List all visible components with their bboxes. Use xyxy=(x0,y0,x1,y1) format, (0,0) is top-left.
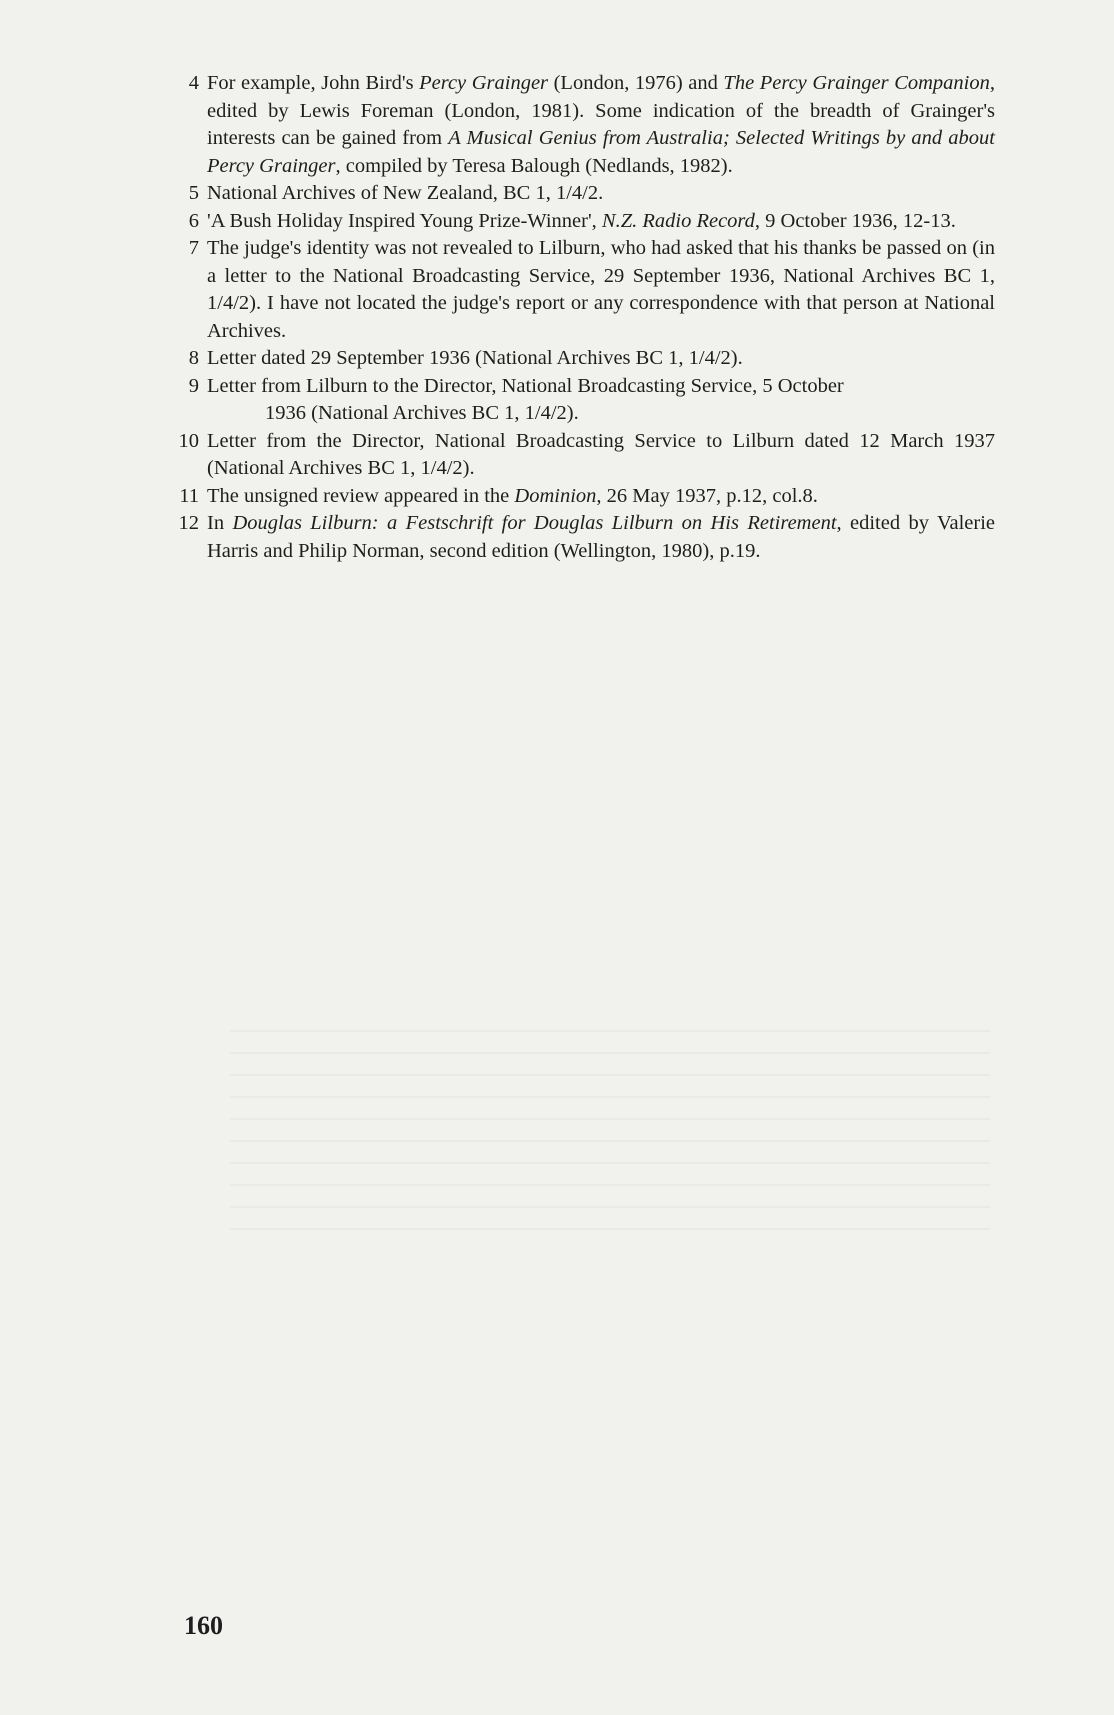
endnote-number: 5 xyxy=(188,182,199,204)
endnote-text: Letter dated 29 September 1936 (National Archives BC 1, 1/4/2). xyxy=(207,347,743,369)
endnote-12 xyxy=(175,510,995,565)
endnote-number: 4 xyxy=(188,72,199,94)
endnote-11 xyxy=(175,483,995,511)
page-number: 160 xyxy=(184,1611,223,1640)
endnote-6 xyxy=(175,208,995,236)
endnote-text: The judge's identity was not revealed to Lilburn, who had asked that his thanks be passed on (in a letter to the National Broadcasting Service, 29 September 1936, National Archives BC 1, 1/4/2). I have not located the judge's report or any correspondence with that person at National Archives. xyxy=(207,237,995,342)
endnote-5 xyxy=(175,180,995,208)
endnote-number: 7 xyxy=(188,237,199,259)
endnote-number: 10 xyxy=(178,429,199,452)
endnote-number: 6 xyxy=(188,209,199,232)
endnote-number: 12 xyxy=(178,512,199,534)
endnote-text: National Archives of New Zealand, BC 1, 1/4/2. xyxy=(207,182,604,204)
endnote-8 xyxy=(175,345,995,373)
endnote-7 xyxy=(175,235,995,345)
endnote-10 xyxy=(175,428,995,483)
endnote-text: 'A Bush Holiday Inspired Young Prize-Winner', N.Z. Radio Record, 9 October 1936, 12-13. xyxy=(207,209,956,232)
endnote-text: For example, John Bird's Percy Grainger (London, 1976) and The Percy Grainger Companion, edited by Lewis Foreman (London, 1981). Some indication of the breadth of Grainger's interests can be gained from A Musical Genius from Australia; Selected Writings by and about Percy Grainger, compiled by Teresa Balough (Nedlands, 1982). xyxy=(207,72,995,177)
endnote-text: Letter from Lilburn to the Director, National Broadcasting Service, 5 October 1936 (National Archives BC 1, 1/4/2). xyxy=(207,374,844,424)
endnote-text: The unsigned review appeared in the Dominion, 26 May 1937, p.12, col.8. xyxy=(207,484,818,507)
endnote-number: 9 xyxy=(188,374,199,397)
endnote-9 xyxy=(175,373,995,428)
show-through-texture xyxy=(230,1030,990,1240)
endnote-text: Letter from the Director, National Broadcasting Service to Lilburn dated 12 March 1937 (National Archives BC 1, 1/4/2). xyxy=(207,429,995,479)
endnote-text: In Douglas Lilburn: a Festschrift for Douglas Lilburn on His Retirement, edited by Valerie Harris and Philip Norman, second edition (Wellington, 1980), p.19. xyxy=(207,512,996,562)
endnote-number: 8 xyxy=(188,347,199,369)
endnotes-list xyxy=(175,70,995,565)
endnote-number: 11 xyxy=(179,484,199,507)
endnote-4 xyxy=(175,70,995,180)
